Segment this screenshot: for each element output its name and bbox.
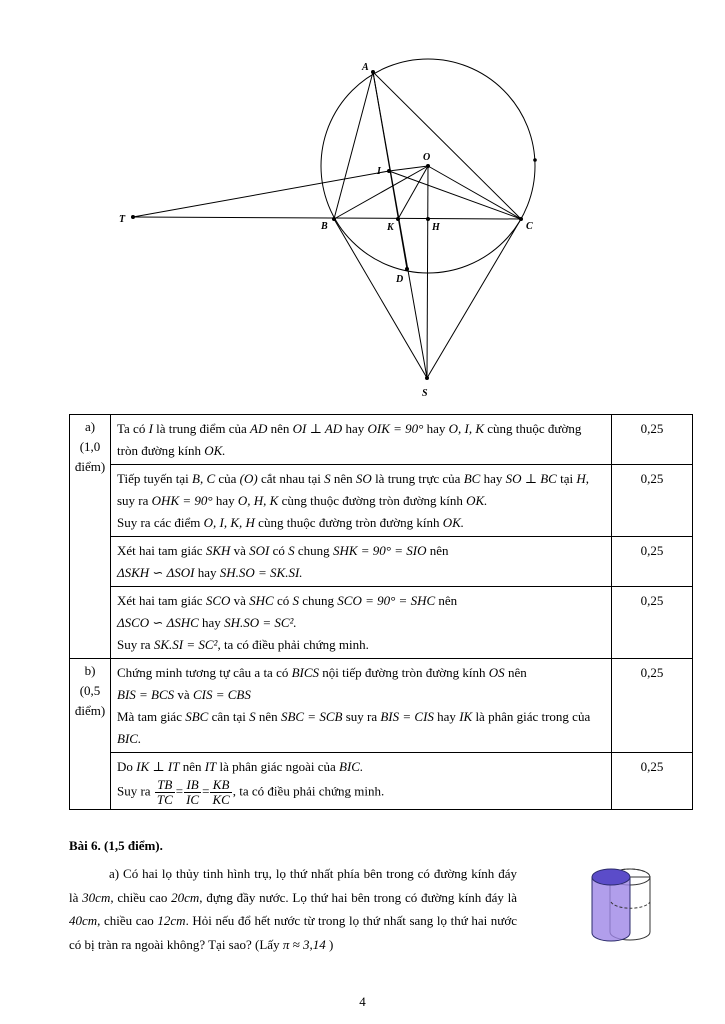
label-b: B <box>321 221 328 232</box>
problem-body: a) Có hai lọ thủy tinh hình trụ, lọ thứ nhất phía bên trong có đường kính đáy là 30cm, chiều cao 20cm, đựng đầy nước. Lọ thứ hai bên trong có đường kính đáy là 40cm, chiều cao 12cm. Hỏi nếu đổ hết nước từ trong lọ thứ nhất sang lọ thứ hai nước có bị tràn ra ngoài không? Tại sao? (Lấy π ≈ 3,14 ) <box>69 866 518 952</box>
label-o: O <box>423 152 431 163</box>
fraction-ib-ic: $\frac{IB}{IC}$ <box>186 777 200 807</box>
solution-step: Do IK ⊥ IT nên IT là phân giác ngoài của BIC. Suy ra $\frac{TB}{TC}$ = $\frac{IB}{IC}$ = $\frac{KB}{KC}$ , ta có điều phải chứng minh. <box>111 753 612 810</box>
score-cell: 0,25 <box>612 415 693 465</box>
part-cell: a) (1,0 điểm) <box>70 415 111 659</box>
label-t: T <box>119 214 126 225</box>
label-d: D <box>396 274 404 285</box>
label-k: K <box>387 222 394 233</box>
solution-step: Xét hai tam giác SCO và SHC có S chung SCO = 90° = SHC nên ΔSCO ∽ ΔSHC hay SH.SO = SC². Suy ra SK.SI = SC², ta có điều phải chứng minh. <box>111 587 612 659</box>
label-i: I <box>377 166 381 177</box>
label-s: S <box>422 388 428 399</box>
fraction-kb-kc: $\frac{KB}{KC}$ <box>212 777 230 807</box>
score-cell: 0,25 <box>612 537 693 587</box>
problem-title: Bài 6. (1,5 điểm). <box>69 838 163 853</box>
solution-step: Ta có I là trung điểm của AD nên OI ⊥ AD hay OIK = 90° hay O, I, K cùng thuộc đường tròn đường kính OK. <box>111 415 612 465</box>
part-cell: b) (0,5 điểm) <box>70 659 111 810</box>
label-a: A <box>362 62 369 73</box>
label-c: C <box>526 221 533 232</box>
solution-step: Chứng minh tương tự câu a ta có BICS nội tiếp đường tròn đường kính OS nên BIS = BCS và CIS = CBS Mà tam giác SBC cân tại S nên SBC = SCB suy ra BIS = CIS hay IK là phân giác trong của BIC. <box>111 659 612 753</box>
page-number: 4 <box>359 994 366 1009</box>
fraction-tb-tc: $\frac{TB}{TC}$ <box>156 777 173 807</box>
score-cell: 0,25 <box>612 465 693 537</box>
label-h: H <box>432 222 440 233</box>
score-cell: 0,25 <box>612 587 693 659</box>
solution-step: Xét hai tam giác SKH và SOI có S chung SHK = 90° = SIO nên ΔSKH ∽ ΔSOI hay SH.SO = SK.SI. <box>111 537 612 587</box>
solution-step: Tiếp tuyến tại B, C của (O) cắt nhau tại S nên SO là trung trực của BC hay SO ⊥ BC tại H, suy ra OHK = 90° hay O, H, K cùng thuộc đường tròn đường kính OK. Suy ra các điểm O, I, K, H cùng thuộc đường tròn đường kính OK. <box>111 465 612 537</box>
score-cell: 0,25 <box>612 753 693 810</box>
score-cell: 0,25 <box>612 659 693 753</box>
